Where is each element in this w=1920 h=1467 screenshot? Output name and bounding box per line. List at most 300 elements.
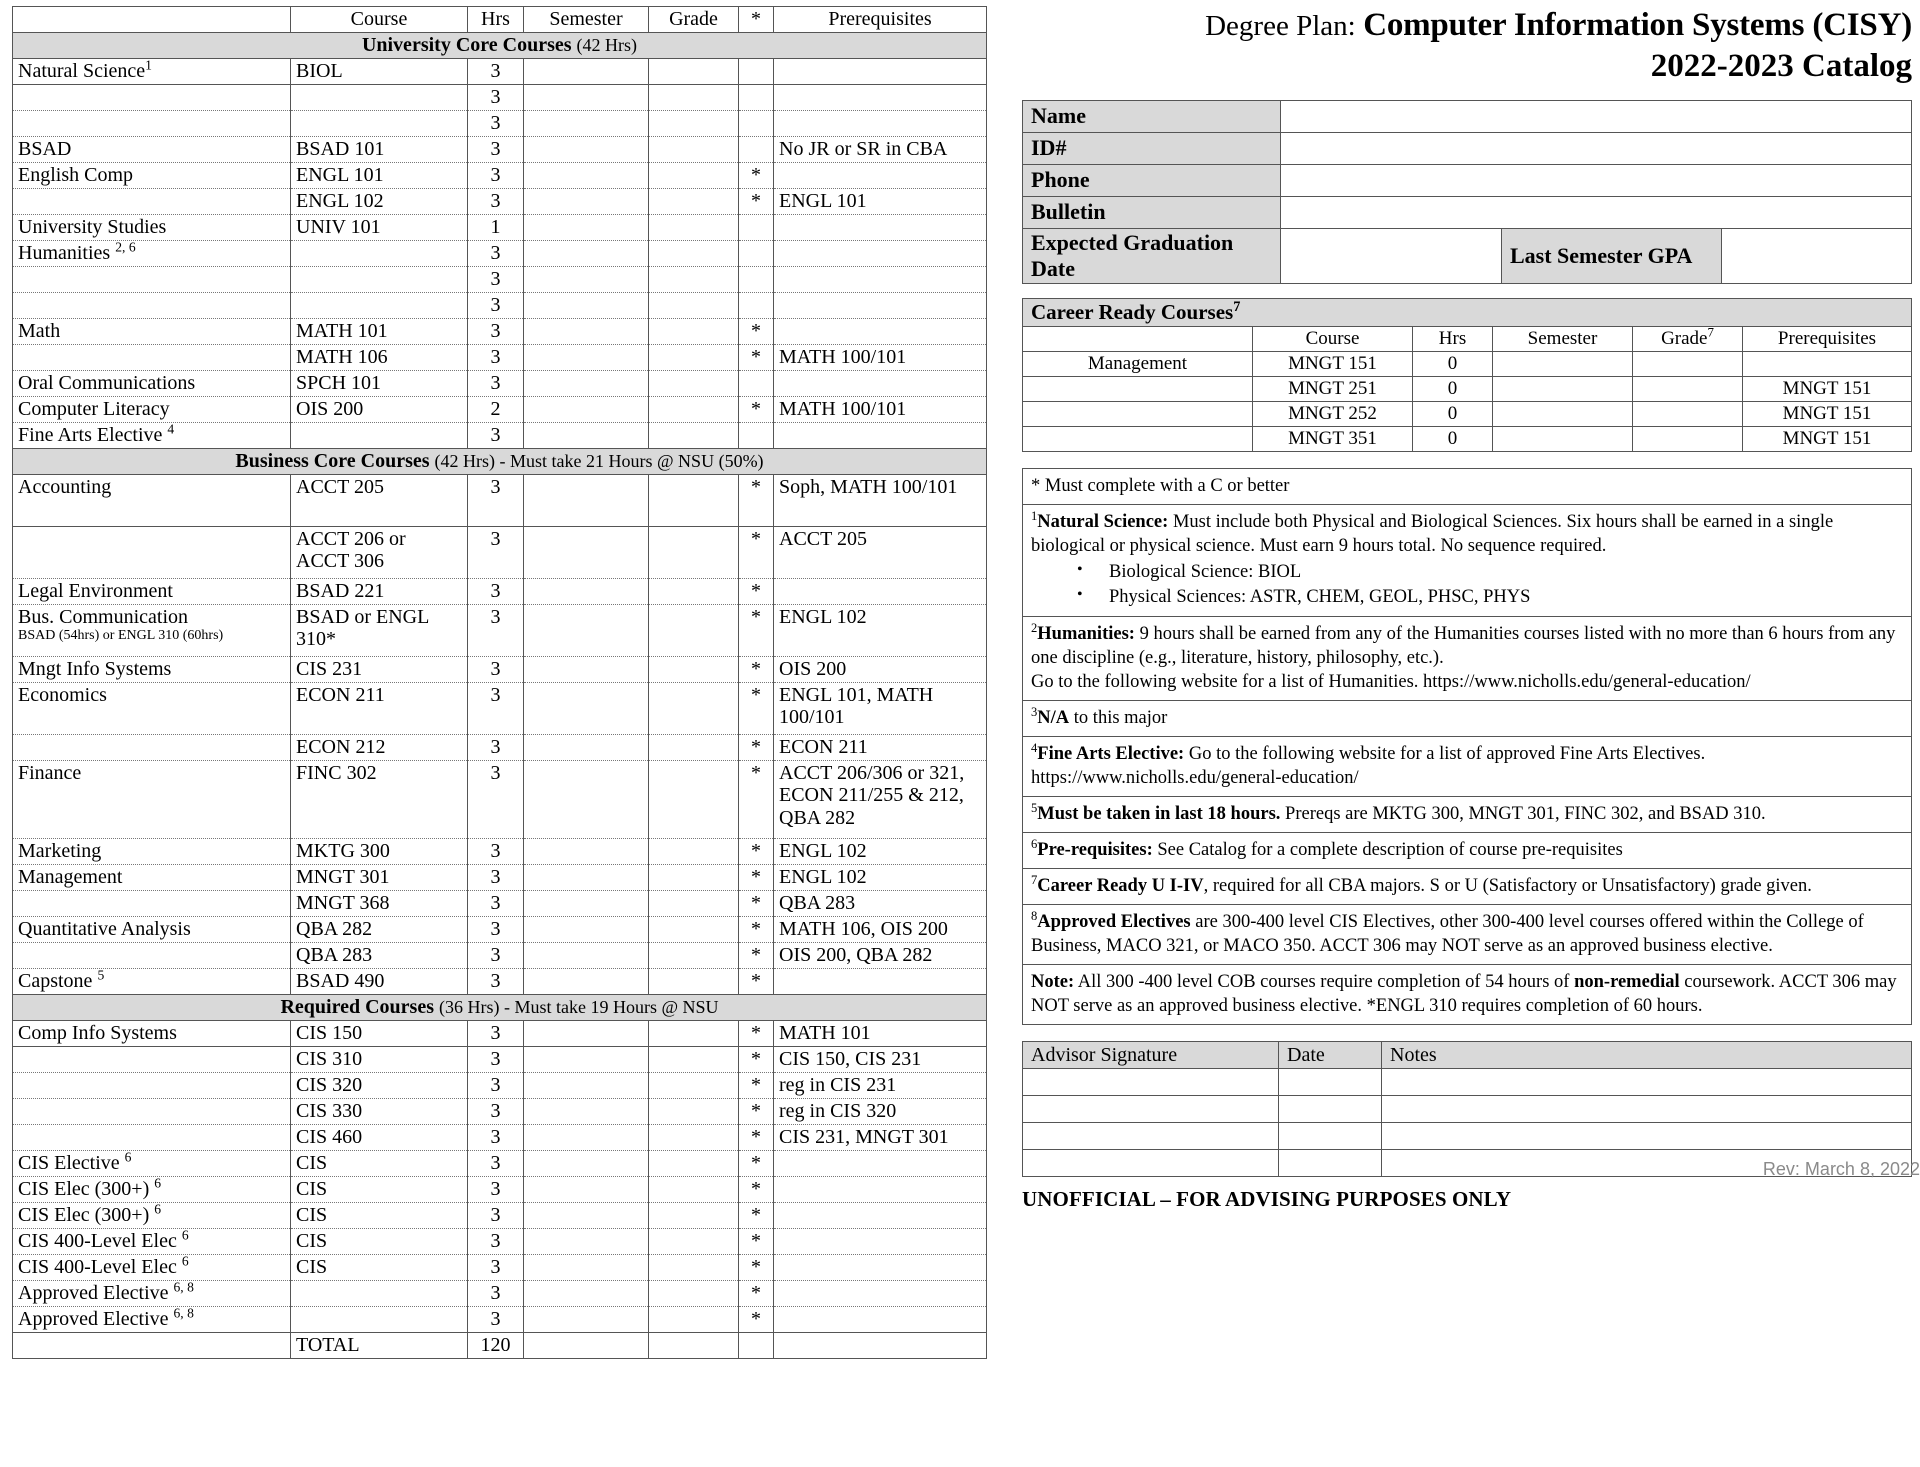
crc-col-blank	[1023, 326, 1253, 351]
grade-cell[interactable]	[649, 59, 739, 85]
advisor-signature-field[interactable]	[1023, 1069, 1279, 1096]
grade-cell[interactable]	[649, 345, 739, 371]
footnote-8-sup: 8	[1031, 909, 1038, 924]
course-table-header-row	[13, 7, 987, 33]
semester-cell[interactable]	[524, 735, 649, 761]
revision-date: Rev: March 8, 2022	[1762, 1159, 1920, 1179]
semester-cell[interactable]	[524, 917, 649, 943]
course-row	[13, 1151, 987, 1177]
course-hours: 3	[468, 345, 524, 371]
grade-cell[interactable]	[649, 189, 739, 215]
career-ready-grade[interactable]	[1633, 351, 1743, 376]
signature-row	[1023, 1123, 1912, 1150]
course-code: CIS	[291, 1177, 468, 1203]
course-code: CIS	[291, 1203, 468, 1229]
grade-cell[interactable]	[649, 267, 739, 293]
grade-cell[interactable]	[649, 475, 739, 527]
course-code	[291, 1307, 468, 1333]
semester-cell[interactable]	[524, 839, 649, 865]
semester-cell[interactable]	[524, 345, 649, 371]
info-row-bulletin	[1023, 196, 1912, 228]
course-row	[13, 865, 987, 891]
semester-cell[interactable]	[524, 59, 649, 85]
prerequisites-cell: OIS 200	[774, 657, 987, 683]
footnote-7-bold: Career Ready U I-IV	[1037, 876, 1204, 897]
advisor-notes-field[interactable]	[1382, 1069, 1912, 1096]
course-row	[13, 1307, 987, 1333]
grade-cell[interactable]	[649, 1021, 739, 1047]
semester-cell[interactable]	[524, 1177, 649, 1203]
prerequisites-cell: CIS 150, CIS 231	[774, 1047, 987, 1073]
footnote-ref: 6	[154, 1175, 162, 1191]
grade-cell[interactable]	[649, 1099, 739, 1125]
id-label: ID#	[1023, 132, 1281, 164]
crc-col-hrs: Hrs	[1413, 326, 1493, 351]
crc-col-grade-sup: 7	[1707, 324, 1714, 340]
course-code: OIS 200	[291, 397, 468, 423]
career-ready-course: MNGT 251	[1253, 376, 1413, 401]
last-semester-gpa-field[interactable]	[1721, 228, 1911, 283]
graduation-date-field[interactable]	[1281, 228, 1502, 283]
note-text-b: coursework. ACCT 306 may NOT serve as an approved business elective. *ENGL 310 requires completion of 60 hours.	[1031, 972, 1897, 1017]
semester-cell[interactable]	[524, 1073, 649, 1099]
grade-cell[interactable]	[649, 1177, 739, 1203]
grade-cell[interactable]	[649, 163, 739, 189]
grade-cell[interactable]	[649, 319, 739, 345]
col-header-course: Course	[291, 7, 468, 33]
course-hours: 2	[468, 397, 524, 423]
footnote-row-1	[1023, 504, 1912, 616]
name-field[interactable]	[1281, 100, 1912, 132]
course-row	[13, 397, 987, 423]
career-ready-semester[interactable]	[1493, 376, 1633, 401]
grade-cell[interactable]	[649, 137, 739, 163]
course-area-label: Legal Environment	[13, 579, 291, 605]
footnote-5-sup: 5	[1031, 800, 1038, 815]
col-header-grade: Grade	[649, 7, 739, 33]
c-or-better-marker: *	[739, 345, 774, 371]
course-code: ENGL 102	[291, 189, 468, 215]
course-area-label: Economics	[13, 683, 291, 735]
prerequisites-cell: MATH 100/101	[774, 397, 987, 423]
course-row	[13, 215, 987, 241]
grade-cell[interactable]	[649, 839, 739, 865]
course-row	[13, 1099, 987, 1125]
col-header-semester: Semester	[524, 7, 649, 33]
grade-cell[interactable]	[649, 1255, 739, 1281]
prerequisites-cell: reg in CIS 231	[774, 1073, 987, 1099]
footnote-star: * Must complete with a C or better	[1023, 468, 1912, 504]
course-row	[13, 371, 987, 397]
course-code: CIS	[291, 1255, 468, 1281]
c-or-better-marker: *	[739, 397, 774, 423]
name-label: Name	[1023, 100, 1281, 132]
course-hours: 3	[468, 85, 524, 111]
course-area-label: CIS 400-Level Elec $^6$	[13, 1229, 291, 1255]
course-row	[13, 917, 987, 943]
semester-cell[interactable]	[524, 657, 649, 683]
career-ready-semester[interactable]	[1493, 351, 1633, 376]
total-hours: 120	[468, 1333, 524, 1359]
footnote-ref: 6	[181, 1253, 189, 1269]
course-hours: 3	[468, 579, 524, 605]
course-area-label	[13, 293, 291, 319]
semester-cell[interactable]	[524, 137, 649, 163]
footnote-2-text: 9 hours shall be earned from any of the Humanities courses listed with no more than 6 hours from any one discipline (e.g., literature, history, philosophy, etc.).	[1031, 623, 1896, 668]
course-hours: 3	[468, 1099, 524, 1125]
grade-cell[interactable]	[649, 1151, 739, 1177]
grade-cell[interactable]	[649, 761, 739, 839]
course-row	[13, 1203, 987, 1229]
career-ready-prereq	[1743, 351, 1912, 376]
course-code: SPCH 101	[291, 371, 468, 397]
semester-cell[interactable]	[524, 943, 649, 969]
footnote-note	[1023, 965, 1912, 1025]
course-hours: 3	[468, 735, 524, 761]
footnote-row-4	[1023, 737, 1912, 797]
semester-cell[interactable]	[524, 891, 649, 917]
course-hours: 3	[468, 1125, 524, 1151]
course-code: BSAD 221	[291, 579, 468, 605]
grade-cell[interactable]	[649, 527, 739, 579]
date-col-header: Date	[1279, 1042, 1382, 1069]
career-ready-row	[1023, 376, 1912, 401]
grade-cell[interactable]	[649, 1073, 739, 1099]
col-header-blank	[13, 7, 291, 33]
course-code	[291, 111, 468, 137]
semester-cell[interactable]	[524, 423, 649, 449]
degree-plan-label: Degree Plan:	[1205, 10, 1356, 42]
course-hours: 3	[468, 1151, 524, 1177]
semester-cell[interactable]	[524, 397, 649, 423]
career-ready-grade[interactable]	[1633, 426, 1743, 451]
prerequisites-cell: QBA 283	[774, 891, 987, 917]
note-bold-2: non-remedial	[1574, 972, 1680, 993]
semester-cell[interactable]	[524, 1281, 649, 1307]
course-code: ENGL 101	[291, 163, 468, 189]
semester-cell[interactable]	[524, 1099, 649, 1125]
c-or-better-marker: *	[739, 917, 774, 943]
footnote-2-bold: Humanities:	[1037, 623, 1135, 644]
grade-cell[interactable]	[649, 371, 739, 397]
semester-cell[interactable]	[524, 1047, 649, 1073]
total-label: TOTAL	[291, 1333, 468, 1359]
course-row	[13, 85, 987, 111]
section-header-row	[13, 33, 987, 59]
course-area-label	[13, 735, 291, 761]
footnote-row-note	[1023, 965, 1912, 1025]
career-ready-grade[interactable]	[1633, 376, 1743, 401]
info-row-phone	[1023, 164, 1912, 196]
course-hours: 3	[468, 241, 524, 267]
semester-cell[interactable]	[524, 85, 649, 111]
footnote-row-5	[1023, 797, 1912, 833]
c-or-better-marker: *	[739, 865, 774, 891]
career-ready-course: MNGT 151	[1253, 351, 1413, 376]
semester-cell[interactable]	[524, 475, 649, 527]
footnote-5	[1023, 797, 1912, 833]
career-ready-grade[interactable]	[1633, 401, 1743, 426]
course-code: CIS	[291, 1151, 468, 1177]
footnote-2-text-2: Go to the following website for a list of Humanities. https://www.nicholls.edu/general-education/	[1031, 671, 1751, 692]
semester-cell[interactable]	[524, 371, 649, 397]
footnote-8	[1023, 905, 1912, 965]
semester-cell[interactable]	[524, 163, 649, 189]
footnote-2-sup: 2	[1031, 620, 1038, 635]
info-row-name	[1023, 100, 1912, 132]
col-header-hrs: Hrs	[468, 7, 524, 33]
semester-cell[interactable]	[524, 1021, 649, 1047]
grade-cell[interactable]	[649, 293, 739, 319]
grade-cell[interactable]	[649, 1125, 739, 1151]
section-title-bold: Required Courses	[280, 996, 434, 1018]
semester-cell[interactable]	[524, 189, 649, 215]
c-or-better-marker: *	[739, 1203, 774, 1229]
c-or-better-marker: *	[739, 1125, 774, 1151]
course-sublabel: BSAD (54hrs) or ENGL 310 (60hrs)	[18, 628, 224, 644]
semester-cell[interactable]	[524, 319, 649, 345]
course-area-label: CIS 400-Level Elec $^6$	[13, 1255, 291, 1281]
course-area-label: Fine Arts Elective $^4$	[13, 423, 291, 449]
semester-cell[interactable]	[524, 761, 649, 839]
c-or-better-marker: *	[739, 1177, 774, 1203]
advisor-signature-field[interactable]	[1023, 1150, 1279, 1177]
course-hours: 3	[468, 1047, 524, 1073]
grade-cell[interactable]	[649, 683, 739, 735]
career-ready-area	[1023, 401, 1253, 426]
grade-cell[interactable]	[649, 605, 739, 657]
grade-cell[interactable]	[649, 85, 739, 111]
semester-cell[interactable]	[524, 683, 649, 735]
prerequisites-cell	[774, 1229, 987, 1255]
semester-cell[interactable]	[524, 865, 649, 891]
course-area-label	[13, 1099, 291, 1125]
signature-row	[1023, 1096, 1912, 1123]
c-or-better-marker: *	[739, 319, 774, 345]
phone-field[interactable]	[1281, 164, 1912, 196]
grade-cell[interactable]	[649, 657, 739, 683]
total-prereq	[774, 1333, 987, 1359]
right-panel	[1022, 6, 1912, 1212]
c-or-better-marker: *	[739, 1073, 774, 1099]
course-area-label	[13, 527, 291, 579]
course-row	[13, 319, 987, 345]
semester-cell[interactable]	[524, 293, 649, 319]
course-area-label: BSAD	[13, 137, 291, 163]
course-row	[13, 605, 987, 657]
course-area-label: English Comp	[13, 163, 291, 189]
footnote-1-bold: Natural Science:	[1037, 511, 1169, 532]
semester-cell[interactable]	[524, 1125, 649, 1151]
grade-cell[interactable]	[649, 865, 739, 891]
c-or-better-marker	[739, 423, 774, 449]
course-area-label: Accounting	[13, 475, 291, 527]
footnote-ref: 6	[124, 1149, 132, 1165]
course-code: MKTG 300	[291, 839, 468, 865]
footnote-1-bullets	[1031, 560, 1903, 610]
prerequisites-cell: No JR or SR in CBA	[774, 137, 987, 163]
career-ready-course: MNGT 252	[1253, 401, 1413, 426]
course-row	[13, 527, 987, 579]
career-ready-heading-row	[1023, 298, 1912, 326]
footnote-3	[1023, 701, 1912, 737]
grade-cell[interactable]	[649, 579, 739, 605]
section-title	[13, 33, 987, 59]
course-area-label: CIS Elec (300+) $^6$	[13, 1203, 291, 1229]
prerequisites-cell: MATH 100/101	[774, 345, 987, 371]
semester-cell[interactable]	[524, 1151, 649, 1177]
grade-cell[interactable]	[649, 1281, 739, 1307]
course-hours: 3	[468, 189, 524, 215]
advisor-date-field[interactable]	[1279, 1150, 1382, 1177]
career-ready-column-header-row	[1023, 326, 1912, 351]
footnote-ref: 6, 8	[173, 1279, 194, 1295]
course-hours: 3	[468, 891, 524, 917]
footnote-1-bullet-bio: • Biological Science: BIOL	[1031, 560, 1903, 585]
course-code: CIS 150	[291, 1021, 468, 1047]
c-or-better-marker	[739, 59, 774, 85]
course-area-label: Natural Science$^1$	[13, 59, 291, 85]
graduation-date-label: Expected Graduation Date	[1023, 228, 1281, 283]
prerequisites-cell: ECON 211	[774, 735, 987, 761]
semester-cell[interactable]	[524, 527, 649, 579]
course-hours: 3	[468, 1229, 524, 1255]
semester-cell[interactable]	[524, 969, 649, 995]
grade-cell[interactable]	[649, 1229, 739, 1255]
grade-cell[interactable]	[649, 111, 739, 137]
phone-label: Phone	[1023, 164, 1281, 196]
course-hours: 3	[468, 683, 524, 735]
section-title	[13, 995, 987, 1021]
footnote-6	[1023, 833, 1912, 869]
course-code: BSAD or ENGL 310*	[291, 605, 468, 657]
c-or-better-marker: *	[739, 163, 774, 189]
course-area-label: Finance	[13, 761, 291, 839]
semester-cell[interactable]	[524, 241, 649, 267]
prerequisites-cell: ACCT 206/306 or 321, ECON 211/255 & 212, QBA 282	[774, 761, 987, 839]
c-or-better-marker: *	[739, 1047, 774, 1073]
footnote-row-3	[1023, 701, 1912, 737]
advisor-notes-field[interactable]	[1382, 1123, 1912, 1150]
grade-cell[interactable]	[649, 423, 739, 449]
semester-cell[interactable]	[524, 1255, 649, 1281]
advisor-date-field[interactable]	[1279, 1123, 1382, 1150]
semester-cell[interactable]	[524, 579, 649, 605]
career-ready-table	[1022, 298, 1912, 452]
course-row	[13, 891, 987, 917]
grade-cell[interactable]	[649, 397, 739, 423]
course-row	[13, 579, 987, 605]
total-blank	[13, 1333, 291, 1359]
prerequisites-cell	[774, 1151, 987, 1177]
advisor-date-field[interactable]	[1279, 1069, 1382, 1096]
footnote-7-sup: 7	[1031, 873, 1038, 888]
semester-cell[interactable]	[524, 111, 649, 137]
prerequisites-cell	[774, 1255, 987, 1281]
grade-cell[interactable]	[649, 1307, 739, 1333]
prerequisites-cell	[774, 1177, 987, 1203]
footnote-row-8	[1023, 905, 1912, 965]
section-title	[13, 449, 987, 475]
footnote-ref: 5	[97, 967, 105, 983]
grade-cell[interactable]	[649, 1047, 739, 1073]
bulletin-field[interactable]	[1281, 196, 1912, 228]
course-row	[13, 137, 987, 163]
course-row	[13, 163, 987, 189]
course-code	[291, 293, 468, 319]
c-or-better-marker	[739, 137, 774, 163]
grade-cell[interactable]	[649, 215, 739, 241]
prerequisites-cell	[774, 215, 987, 241]
course-code: CIS	[291, 1229, 468, 1255]
semester-cell[interactable]	[524, 1307, 649, 1333]
course-code	[291, 241, 468, 267]
course-hours: 3	[468, 267, 524, 293]
course-hours: 1	[468, 215, 524, 241]
semester-cell[interactable]	[524, 1203, 649, 1229]
prerequisites-cell	[774, 85, 987, 111]
course-row	[13, 1073, 987, 1099]
prerequisites-cell	[774, 319, 987, 345]
advisor-signature-field[interactable]	[1023, 1096, 1279, 1123]
course-row	[13, 475, 987, 527]
student-info-table	[1022, 100, 1912, 284]
footnote-3-sup: 3	[1031, 704, 1038, 719]
signature-col-header: Advisor Signature	[1023, 1042, 1279, 1069]
career-ready-semester[interactable]	[1493, 401, 1633, 426]
advisor-date-field[interactable]	[1279, 1096, 1382, 1123]
c-or-better-marker: *	[739, 683, 774, 735]
signature-header-row	[1023, 1042, 1912, 1069]
course-hours: 3	[468, 527, 524, 579]
total-semester	[524, 1333, 649, 1359]
prerequisites-cell	[774, 163, 987, 189]
semester-cell[interactable]	[524, 605, 649, 657]
c-or-better-marker: *	[739, 527, 774, 579]
grade-cell[interactable]	[649, 891, 739, 917]
career-ready-area: Management	[1023, 351, 1253, 376]
semester-cell[interactable]	[524, 215, 649, 241]
footnote-1	[1023, 504, 1912, 616]
grade-cell[interactable]	[649, 917, 739, 943]
section-title-detail: (36 Hrs) - Must take 19 Hours @ NSU	[438, 997, 719, 1017]
career-ready-row	[1023, 401, 1912, 426]
course-code: ECON 212	[291, 735, 468, 761]
grade-cell[interactable]	[649, 735, 739, 761]
grade-cell[interactable]	[649, 241, 739, 267]
grade-cell[interactable]	[649, 969, 739, 995]
career-ready-hours: 0	[1413, 351, 1493, 376]
career-ready-heading-text: Career Ready Courses	[1031, 299, 1234, 324]
advisor-signature-field[interactable]	[1023, 1123, 1279, 1150]
course-row	[13, 1177, 987, 1203]
grade-cell[interactable]	[649, 1203, 739, 1229]
prerequisites-cell: MATH 101	[774, 1021, 987, 1047]
footnote-5-bold: Must be taken in last 18 hours.	[1037, 804, 1281, 825]
grade-cell[interactable]	[649, 943, 739, 969]
footnote-ref: 2, 6	[115, 239, 136, 255]
advisor-notes-field[interactable]	[1382, 1096, 1912, 1123]
c-or-better-marker: *	[739, 1151, 774, 1177]
course-hours: 3	[468, 943, 524, 969]
career-ready-hours: 0	[1413, 376, 1493, 401]
semester-cell[interactable]	[524, 267, 649, 293]
section-title-detail: (42 Hrs) - Must take 21 Hours @ NSU (50%)	[434, 451, 764, 471]
semester-cell[interactable]	[524, 1229, 649, 1255]
career-ready-semester[interactable]	[1493, 426, 1633, 451]
id-field[interactable]	[1281, 132, 1912, 164]
course-row	[13, 839, 987, 865]
